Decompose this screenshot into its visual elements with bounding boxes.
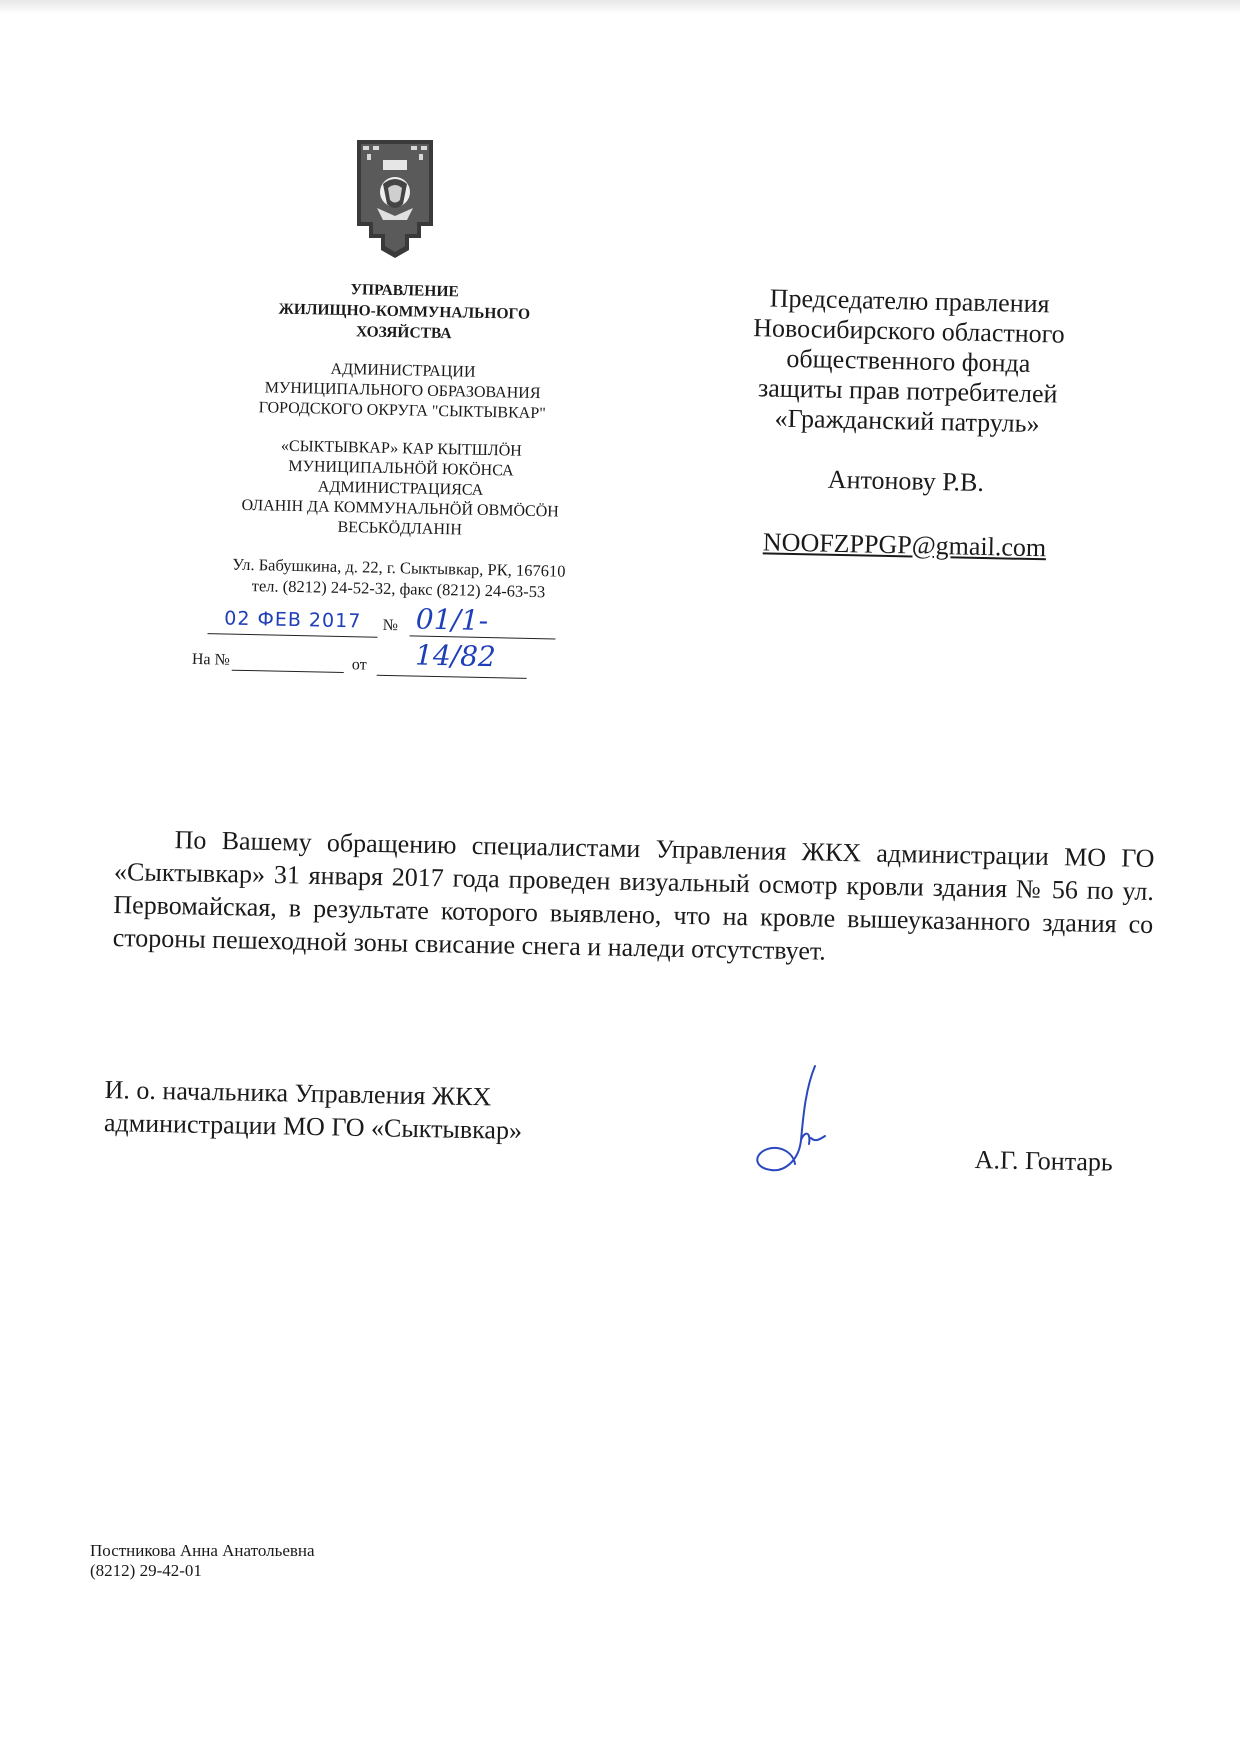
org-title-line: ЖИЛИЩНО-КОММУНАЛЬНОГО [278, 300, 531, 323]
reply-date-blank [377, 655, 527, 679]
body-paragraph: По Вашему обращению специалистами Управления ЖКХ администрации МО ГО «Сыктывкар» 31 января 2017 года проведен визуальный осмотр кровли здания № 56 по ул. Первомайская, в результате которого выявлено, что на кровле вышеуказанного здания со стороны пешеходной зоны свисание снега и наледи отсутствует. [112, 825, 1155, 966]
reply-to-label: На № [191, 650, 231, 669]
addressee-line: общественного фонда [786, 343, 1031, 378]
admin-line: МУНИЦИПАЛЬНОГО ОБРАЗОВАНИЯ [264, 379, 541, 403]
komi-line: АДМИНИСТРАЦИЯСА [317, 478, 484, 499]
komi-line: «СЫКТЫВКАР» КАР КЫТШЛӦН [280, 437, 522, 460]
org-title-line: ХОЗЯЙСТВА [355, 323, 452, 343]
handwritten-signature [745, 1060, 845, 1180]
executor-name: Постникова Анна Анатольевна [90, 1541, 315, 1560]
reply-from-label: от [351, 656, 367, 674]
position-line: И. о. начальника Управления ЖКХ [104, 1074, 492, 1112]
registration-number: 01/1-14/82 [409, 601, 556, 639]
addressee-name: Антонову Р.В. [827, 464, 985, 497]
komi-line: ВЕСЬКӦДЛАНIН [337, 518, 463, 539]
phone-fax: тел. (8212) 24-52-32, факс (8212) 24-63-53 [251, 576, 546, 602]
contacts [148, 552, 649, 604]
administration-name [152, 356, 653, 426]
signatory-position [104, 1073, 523, 1147]
komi-name [150, 434, 652, 544]
letterhead [147, 275, 655, 688]
reply-reference-row [147, 648, 648, 688]
coat-of-arms-emblem [355, 138, 435, 260]
komi-line: ОЛАНIН ДА КОММУНАЛЬНӦЙ ОВМӦСӦН [241, 496, 559, 521]
addressee-line: защиты прав потребителей [757, 373, 1058, 409]
signer-name: А.Г. Гонтарь [974, 1145, 1114, 1177]
addressee-email: NOOFZPPGP@gmail.com [762, 527, 1047, 563]
komi-line: МУНИЦИПАЛЬНӦЙ ЮКӦНСА [288, 457, 514, 480]
position-line: администрации МО ГО «Сыктывкар» [103, 1107, 523, 1146]
org-title-line: УПРАВЛЕНИЕ [350, 281, 459, 301]
reply-number-blank [232, 650, 344, 673]
addressee-line: «Гражданский патруль» [774, 403, 1040, 439]
org-title [154, 275, 655, 348]
scan-edge-shadow [0, 0, 1240, 14]
addressee-line: Председателю правления [769, 283, 1050, 319]
executor-info [90, 1541, 315, 1581]
executor-phone: (8212) 29-42-01 [90, 1561, 202, 1580]
admin-line: АДМИНИСТРАЦИИ [330, 360, 476, 381]
registration-date-stamp: 02 ФЕВ 2017 [207, 603, 378, 638]
registration-number-label: № [382, 616, 399, 635]
admin-line: ГОРОДСКОГО ОКРУГА "СЫКТЫВКАР" [258, 399, 546, 423]
letter-body [112, 822, 1154, 974]
addressee-line: Новосибирского областного [753, 313, 1065, 349]
address: Ул. Бабушкина, д. 22, г. Сыктывкар, РК, 167610 [232, 554, 566, 581]
addressee-block [694, 282, 1120, 565]
